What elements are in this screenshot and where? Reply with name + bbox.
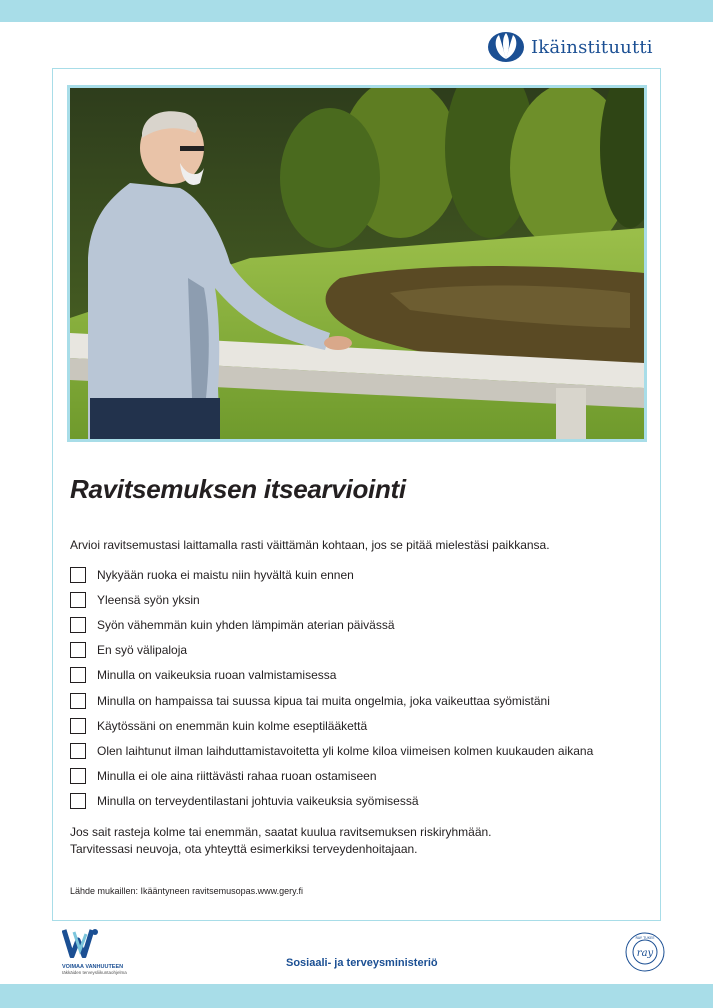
ray-logo-text: ray xyxy=(636,948,654,959)
top-color-band xyxy=(0,0,713,22)
checklist-item xyxy=(70,612,593,637)
checklist-item-label: Minulla ei ole aina riittävästi rahaa ruoan ostamiseen xyxy=(97,769,377,784)
checklist-item xyxy=(70,789,593,814)
voimaa-vanhuuteen-logo[interactable] xyxy=(62,928,127,975)
checkbox[interactable] xyxy=(70,592,86,608)
checklist-item xyxy=(70,764,593,789)
checkbox[interactable] xyxy=(70,793,86,809)
checkbox[interactable] xyxy=(70,718,86,734)
checklist-item-label: Nykyään ruoka ei maistu niin hyvältä kuin ennen xyxy=(97,567,354,582)
checklist-item xyxy=(70,638,593,663)
self-assessment-checklist xyxy=(70,562,593,814)
checklist-item xyxy=(70,738,593,763)
checklist-item-label: Minulla on terveydentilastani johtuvia vaikeuksia syömisessä xyxy=(97,794,419,809)
page-title: Ravitsemuksen itsearviointi xyxy=(70,474,406,504)
checklist-item-label: Yleensä syön yksin xyxy=(97,592,200,607)
checkbox[interactable] xyxy=(70,667,86,683)
checkbox[interactable] xyxy=(70,642,86,658)
source-note: Lähde mukaillen: Ikääntyneen ravitsemusopas.www.gery.fi xyxy=(70,886,303,896)
checklist-item xyxy=(70,562,593,587)
checkbox[interactable] xyxy=(70,768,86,784)
checklist-item-label: Syön vähemmän kuin yhden lämpimän aterian päivässä xyxy=(97,617,395,632)
checkbox[interactable] xyxy=(70,743,86,759)
intro-text: Arvioi ravitsemustasi laittamalla rasti väittämän kohtaan, jos se pitää mielestäsi paikkansa. xyxy=(70,538,550,552)
logo-text: Ikäinstituutti xyxy=(531,36,653,58)
checklist-item xyxy=(70,688,593,713)
result-line-2: Tarvitessasi neuvoja, ota yhteyttä esimerkiksi terveydenhoitajaan. xyxy=(70,841,418,856)
ikainstituutti-logo[interactable] xyxy=(487,28,653,66)
checklist-item xyxy=(70,587,593,612)
checkbox[interactable] xyxy=(70,617,86,633)
checkbox[interactable] xyxy=(70,567,86,583)
checklist-item-label: Käytössäni on enemmän kuin kolme eseptilääkettä xyxy=(97,718,368,733)
checklist-item-label: Olen laihtunut ilman laihduttamistavoitetta yli kolme kiloa viimeisen kolmen kuukauden aikana xyxy=(97,743,594,758)
voimaa-subtitle: Iäkkäiden terveysliikuntaohjelma xyxy=(62,970,127,975)
checkbox[interactable] xyxy=(70,693,86,709)
ray-ring-text: RAY TUKEE xyxy=(635,936,655,940)
checklist-item-label: Minulla on vaikeuksia ruoan valmistamisessa xyxy=(97,668,337,683)
checklist-item xyxy=(70,663,593,688)
checklist-item-label: Minulla on hampaissa tai suussa kipua tai muita ongelmia, joka vaikeuttaa syömistäni xyxy=(97,693,550,708)
shell-logo-icon xyxy=(487,30,525,64)
voimaa-w-icon xyxy=(62,928,102,958)
checklist-item xyxy=(70,713,593,738)
checklist-item-label: En syö välipaloja xyxy=(97,643,188,658)
result-text xyxy=(70,824,492,857)
hero-photo xyxy=(67,85,647,442)
ray-logo-icon[interactable] xyxy=(625,932,665,972)
ministry-name: Sosiaali- ja terveysministeriö xyxy=(286,957,438,969)
voimaa-title: VOIMAA VANHUUTEEN xyxy=(62,964,124,970)
result-line-1: Jos sait rasteja kolme tai enemmän, saatat kuulua ravitsemuksen riskiryhmään. xyxy=(70,825,492,839)
bottom-color-band xyxy=(0,984,713,1008)
